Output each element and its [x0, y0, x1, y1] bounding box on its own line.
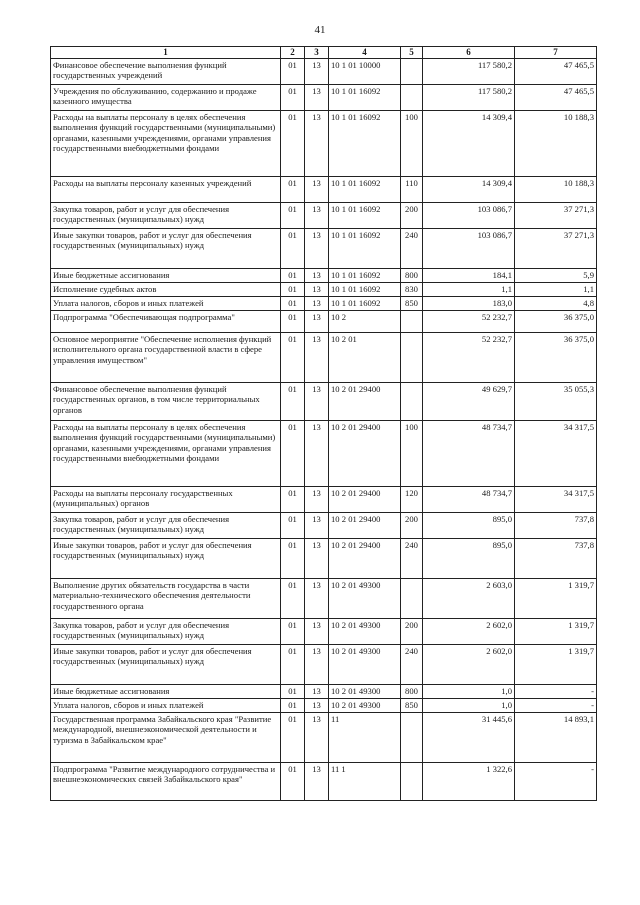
row-amount-plan-cell: 2 602,0: [423, 619, 515, 645]
table-row: [51, 513, 597, 539]
row-amount-plan-cell: 52 232,7: [423, 333, 515, 383]
table-row: [51, 229, 597, 269]
row-section-cell: 01: [281, 297, 305, 311]
row-name-cell: Подпрограмма "Обеспечивающая подпрограмма": [51, 311, 281, 333]
row-section-cell: 01: [281, 177, 305, 203]
row-name-cell: Учреждения по обслуживанию, содержанию и продаже казенного имущества: [51, 85, 281, 111]
row-amount-plan-cell: 48 734,7: [423, 487, 515, 513]
row-section-cell: 01: [281, 421, 305, 487]
row-section-cell: 01: [281, 763, 305, 801]
row-target-code-cell: 10 1 01 16092: [329, 283, 401, 297]
table-row: [51, 177, 597, 203]
row-name-cell: Расходы на выплаты персоналу государственных (муниципальных) органов: [51, 487, 281, 513]
row-target-code-cell: 10 2 01 29400: [329, 539, 401, 579]
row-expense-type-cell: 850: [401, 699, 423, 713]
row-target-code-cell: 10 2 01 29400: [329, 513, 401, 539]
row-name-cell: Подпрограмма "Развитие международного сотрудничества и внешнеэкономических связей Забайкальского края": [51, 763, 281, 801]
column-header: 6: [423, 47, 515, 59]
row-section-cell: 01: [281, 85, 305, 111]
row-section-cell: 01: [281, 59, 305, 85]
row-expense-type-cell: [401, 333, 423, 383]
row-expense-type-cell: 120: [401, 487, 423, 513]
row-target-code-cell: 10 2 01 49300: [329, 645, 401, 685]
row-section-cell: 01: [281, 283, 305, 297]
row-expense-type-cell: [401, 59, 423, 85]
row-subsection-cell: 13: [305, 421, 329, 487]
row-section-cell: 01: [281, 111, 305, 177]
column-header: 1: [51, 47, 281, 59]
row-subsection-cell: 13: [305, 311, 329, 333]
row-name-cell: Исполнение судебных актов: [51, 283, 281, 297]
row-amount-plan-cell: 103 086,7: [423, 229, 515, 269]
row-subsection-cell: 13: [305, 203, 329, 229]
row-target-code-cell: 10 1 01 16092: [329, 229, 401, 269]
row-section-cell: 01: [281, 487, 305, 513]
row-expense-type-cell: 850: [401, 297, 423, 311]
row-target-code-cell: 10 2 01 49300: [329, 685, 401, 699]
table-row: [51, 579, 597, 619]
row-amount-actual-cell: 10 188,3: [515, 111, 597, 177]
column-header: 4: [329, 47, 401, 59]
row-target-code-cell: 10 1 01 16092: [329, 269, 401, 283]
row-name-cell: Финансовое обеспечение выполнения функций государственных учреждений: [51, 59, 281, 85]
table-row: [51, 85, 597, 111]
table-row: [51, 203, 597, 229]
row-expense-type-cell: [401, 713, 423, 763]
row-name-cell: Закупка товаров, работ и услуг для обеспечения государственных (муниципальных) нужд: [51, 619, 281, 645]
row-target-code-cell: 11 1: [329, 763, 401, 801]
row-name-cell: Расходы на выплаты персоналу казенных учреждений: [51, 177, 281, 203]
row-subsection-cell: 13: [305, 333, 329, 383]
table-row: [51, 685, 597, 699]
table-row: [51, 59, 597, 85]
row-amount-plan-cell: 31 445,6: [423, 713, 515, 763]
row-amount-plan-cell: 48 734,7: [423, 421, 515, 487]
row-amount-plan-cell: 14 309,4: [423, 177, 515, 203]
table-row: [51, 333, 597, 383]
row-expense-type-cell: [401, 579, 423, 619]
row-section-cell: 01: [281, 713, 305, 763]
row-target-code-cell: 10 2 01 49300: [329, 579, 401, 619]
row-expense-type-cell: 800: [401, 685, 423, 699]
row-section-cell: 01: [281, 333, 305, 383]
row-subsection-cell: 13: [305, 283, 329, 297]
budget-table: [50, 46, 597, 801]
row-amount-actual-cell: 1,1: [515, 283, 597, 297]
row-amount-actual-cell: -: [515, 763, 597, 801]
row-target-code-cell: 10 1 01 16092: [329, 85, 401, 111]
row-amount-plan-cell: 183,0: [423, 297, 515, 311]
row-name-cell: Уплата налогов, сборов и иных платежей: [51, 699, 281, 713]
row-target-code-cell: 10 1 01 10000: [329, 59, 401, 85]
table-row: [51, 645, 597, 685]
row-amount-actual-cell: -: [515, 685, 597, 699]
page-number: 41: [314, 24, 326, 36]
row-target-code-cell: 10 1 01 16092: [329, 111, 401, 177]
row-amount-actual-cell: 47 465,5: [515, 85, 597, 111]
row-name-cell: Иные бюджетные ассигнования: [51, 685, 281, 699]
row-amount-actual-cell: 34 317,5: [515, 421, 597, 487]
table-row: [51, 311, 597, 333]
row-subsection-cell: 13: [305, 487, 329, 513]
row-amount-plan-cell: 49 629,7: [423, 383, 515, 421]
row-amount-plan-cell: 2 603,0: [423, 579, 515, 619]
row-name-cell: Уплата налогов, сборов и иных платежей: [51, 297, 281, 311]
row-amount-actual-cell: 1 319,7: [515, 619, 597, 645]
row-amount-actual-cell: 37 271,3: [515, 203, 597, 229]
row-amount-actual-cell: 737,8: [515, 539, 597, 579]
row-amount-actual-cell: 1 319,7: [515, 645, 597, 685]
row-amount-actual-cell: 5,9: [515, 269, 597, 283]
row-section-cell: 01: [281, 619, 305, 645]
row-target-code-cell: 10 2 01 29400: [329, 487, 401, 513]
row-expense-type-cell: 100: [401, 421, 423, 487]
row-expense-type-cell: 200: [401, 203, 423, 229]
row-target-code-cell: 10 1 01 16092: [329, 203, 401, 229]
column-header: 2: [281, 47, 305, 59]
row-amount-actual-cell: 4,8: [515, 297, 597, 311]
row-amount-plan-cell: 184,1: [423, 269, 515, 283]
table-row: [51, 619, 597, 645]
table-row: [51, 297, 597, 311]
row-target-code-cell: 10 2 01 49300: [329, 699, 401, 713]
row-section-cell: 01: [281, 269, 305, 283]
row-subsection-cell: 13: [305, 713, 329, 763]
row-expense-type-cell: [401, 763, 423, 801]
row-target-code-cell: 11: [329, 713, 401, 763]
row-amount-actual-cell: 36 375,0: [515, 311, 597, 333]
row-name-cell: Закупка товаров, работ и услуг для обеспечения государственных (муниципальных) нужд: [51, 513, 281, 539]
row-amount-actual-cell: 737,8: [515, 513, 597, 539]
row-expense-type-cell: 100: [401, 111, 423, 177]
row-subsection-cell: 13: [305, 539, 329, 579]
row-amount-actual-cell: 36 375,0: [515, 333, 597, 383]
table-row: [51, 699, 597, 713]
column-header: 5: [401, 47, 423, 59]
row-amount-actual-cell: 10 188,3: [515, 177, 597, 203]
row-amount-actual-cell: 35 055,3: [515, 383, 597, 421]
table-row: [51, 539, 597, 579]
row-section-cell: 01: [281, 311, 305, 333]
row-expense-type-cell: 110: [401, 177, 423, 203]
row-section-cell: 01: [281, 645, 305, 685]
row-amount-plan-cell: 14 309,4: [423, 111, 515, 177]
row-name-cell: Иные закупки товаров, работ и услуг для обеспечения государственных (муниципальных) нужд: [51, 539, 281, 579]
row-amount-plan-cell: 117 580,2: [423, 59, 515, 85]
row-section-cell: 01: [281, 383, 305, 421]
row-subsection-cell: 13: [305, 699, 329, 713]
row-expense-type-cell: [401, 383, 423, 421]
row-subsection-cell: 13: [305, 85, 329, 111]
row-amount-plan-cell: 2 602,0: [423, 645, 515, 685]
row-section-cell: 01: [281, 203, 305, 229]
table-header-row: [51, 47, 597, 59]
row-subsection-cell: 13: [305, 59, 329, 85]
row-section-cell: 01: [281, 685, 305, 699]
table-row: [51, 713, 597, 763]
table-row: [51, 421, 597, 487]
row-expense-type-cell: 240: [401, 539, 423, 579]
row-subsection-cell: 13: [305, 513, 329, 539]
row-amount-plan-cell: 117 580,2: [423, 85, 515, 111]
row-amount-plan-cell: 1,0: [423, 685, 515, 699]
row-subsection-cell: 13: [305, 763, 329, 801]
row-subsection-cell: 13: [305, 579, 329, 619]
row-target-code-cell: 10 2 01 49300: [329, 619, 401, 645]
row-amount-plan-cell: 1 322,6: [423, 763, 515, 801]
row-amount-actual-cell: -: [515, 699, 597, 713]
row-expense-type-cell: 240: [401, 229, 423, 269]
table-row: [51, 111, 597, 177]
table-row: [51, 283, 597, 297]
row-amount-actual-cell: 1 319,7: [515, 579, 597, 619]
row-name-cell: Иные закупки товаров, работ и услуг для обеспечения государственных (муниципальных) нужд: [51, 645, 281, 685]
row-target-code-cell: 10 2 01 29400: [329, 383, 401, 421]
row-subsection-cell: 13: [305, 269, 329, 283]
row-target-code-cell: 10 1 01 16092: [329, 177, 401, 203]
row-name-cell: Расходы на выплаты персоналу в целях обеспечения выполнения функций государственными (муниципальными) органами, казенными учреждениями, органами управления государственными внебюджетными фондами: [51, 421, 281, 487]
row-amount-plan-cell: 1,1: [423, 283, 515, 297]
row-name-cell: Расходы на выплаты персоналу в целях обеспечения выполнения функций государственными (муниципальными) органами, казенными учреждениями, органами управления государственными внебюджетными фондами: [51, 111, 281, 177]
row-amount-plan-cell: 895,0: [423, 539, 515, 579]
row-amount-actual-cell: 47 465,5: [515, 59, 597, 85]
row-section-cell: 01: [281, 513, 305, 539]
row-amount-actual-cell: 14 893,1: [515, 713, 597, 763]
row-name-cell: Закупка товаров, работ и услуг для обеспечения государственных (муниципальных) нужд: [51, 203, 281, 229]
row-target-code-cell: 10 2: [329, 311, 401, 333]
row-expense-type-cell: [401, 85, 423, 111]
column-header: 7: [515, 47, 597, 59]
row-name-cell: Иные закупки товаров, работ и услуг для обеспечения государственных (муниципальных) нужд: [51, 229, 281, 269]
row-target-code-cell: 10 1 01 16092: [329, 297, 401, 311]
row-amount-plan-cell: 895,0: [423, 513, 515, 539]
row-subsection-cell: 13: [305, 111, 329, 177]
row-subsection-cell: 13: [305, 383, 329, 421]
row-expense-type-cell: 200: [401, 513, 423, 539]
row-name-cell: Иные бюджетные ассигнования: [51, 269, 281, 283]
row-subsection-cell: 13: [305, 297, 329, 311]
row-section-cell: 01: [281, 579, 305, 619]
table-row: [51, 763, 597, 801]
row-expense-type-cell: 830: [401, 283, 423, 297]
table-row: [51, 487, 597, 513]
row-expense-type-cell: 800: [401, 269, 423, 283]
table-row: [51, 269, 597, 283]
row-section-cell: 01: [281, 539, 305, 579]
row-name-cell: Финансовое обеспечение выполнения функций государственных органов, в том числе территориальных органов: [51, 383, 281, 421]
row-section-cell: 01: [281, 229, 305, 269]
row-target-code-cell: 10 2 01: [329, 333, 401, 383]
row-name-cell: Основное мероприятие "Обеспечение исполнения функций исполнительного органа государственной власти в сфере управления имуществом": [51, 333, 281, 383]
row-subsection-cell: 13: [305, 229, 329, 269]
row-amount-plan-cell: 52 232,7: [423, 311, 515, 333]
row-name-cell: Государственная программа Забайкальского края "Развитие международной, внешнеэкономической деятельности и туризма в Забайкальском крае": [51, 713, 281, 763]
row-amount-plan-cell: 1,0: [423, 699, 515, 713]
table-row: [51, 383, 597, 421]
row-expense-type-cell: 240: [401, 645, 423, 685]
row-amount-actual-cell: 37 271,3: [515, 229, 597, 269]
row-amount-plan-cell: 103 086,7: [423, 203, 515, 229]
row-subsection-cell: 13: [305, 685, 329, 699]
row-expense-type-cell: [401, 311, 423, 333]
row-subsection-cell: 13: [305, 619, 329, 645]
row-amount-actual-cell: 34 317,5: [515, 487, 597, 513]
row-subsection-cell: 13: [305, 645, 329, 685]
row-expense-type-cell: 200: [401, 619, 423, 645]
row-section-cell: 01: [281, 699, 305, 713]
row-subsection-cell: 13: [305, 177, 329, 203]
column-header: 3: [305, 47, 329, 59]
row-target-code-cell: 10 2 01 29400: [329, 421, 401, 487]
row-name-cell: Выполнение других обязательств государства в части материально-технического обеспечения деятельности государственного органа: [51, 579, 281, 619]
